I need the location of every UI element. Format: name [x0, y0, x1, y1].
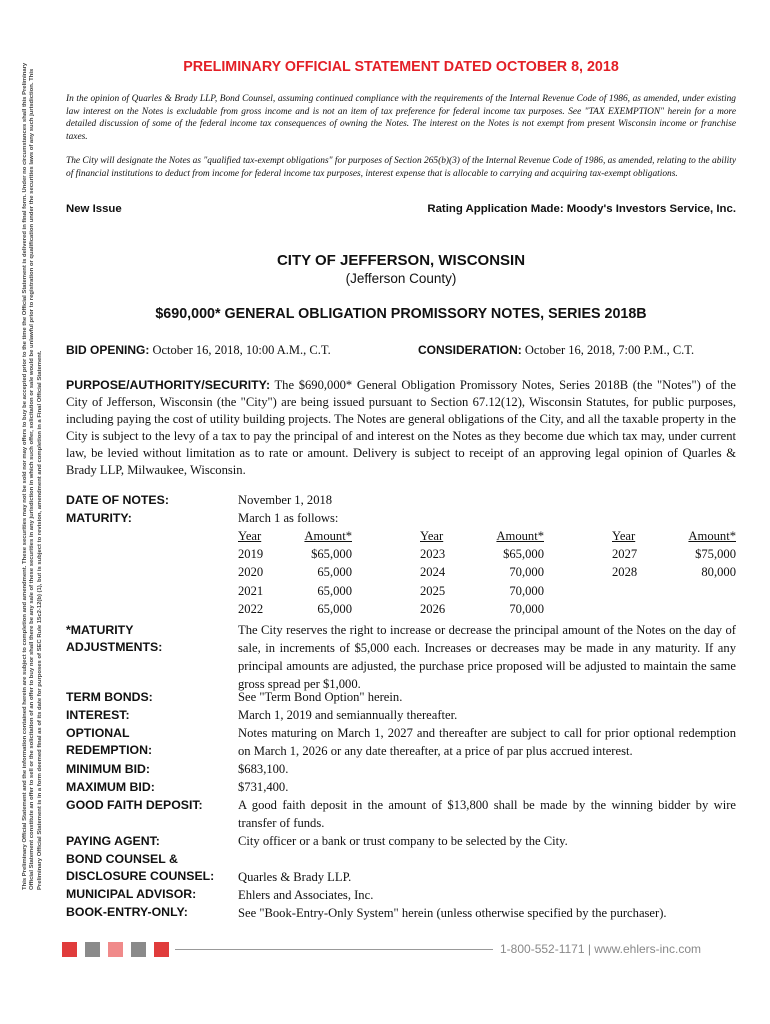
footer-rule — [175, 949, 493, 950]
maturity-amount: 70,000 — [509, 601, 544, 616]
maturity-year: 2027 — [612, 547, 638, 562]
issuer-name: CITY OF JEFFERSON, WISCONSIN — [276, 252, 526, 269]
book-entry-only-label: BOOK-ENTRY-ONLY: — [66, 905, 188, 919]
issuer-county: (Jefferson County) — [345, 271, 457, 286]
municipal-advisor-label: MUNICIPAL ADVISOR: — [66, 887, 197, 901]
maturity-amount: 65,000 — [317, 583, 352, 598]
maturity-label: MATURITY: — [66, 511, 132, 525]
rating-label: Rating Application Made: Moody's Investors Service, Inc. — [427, 203, 736, 215]
bond-counsel-label: BOND COUNSEL & DISCLOSURE COUNSEL: — [66, 852, 215, 884]
maximum-bid-value: $731,400. — [238, 780, 289, 794]
paying-agent-label: PAYING AGENT: — [66, 834, 160, 848]
footer-square-pink — [108, 942, 123, 957]
footer-square-red-1 — [62, 942, 77, 957]
maturity-year: 2026 — [420, 601, 446, 616]
maturity-year: 2021 — [238, 583, 264, 598]
year-header: Year — [612, 529, 636, 543]
side-disclaimer: This Preliminary Official Statement and the information contained herein are subject to completion and amendment. These securities may not be sold nor may offers to buy be accepted prior to the time the Official Statement is delivered in final form. Under no circumstances shall this Preliminary Official Statement constitute an offer to sell or the solicitation of an offer to buy nor shall there be any sale of these securities in any jurisdiction in which such offer, solicitation or sale would be unlawful prior to registration or qualification under the securities laws of any such jurisdiction. This Preliminary Official Statement is in a form deemed final as of its date for purposes of SEC Rule 15c2-12(b) (1), but is subject to revision, amendment and completion in a Final Official Statement. — [22, 62, 43, 890]
interest-label: INTEREST: — [66, 708, 130, 722]
maturity-adjustments-text: The City reserves the right to increase or decrease the principal amount of the Notes on the day of sale, in increments of $5,000 each. Increases or decreases may be made in any maturity. If any principal amounts are adjusted, the purchase price proposed will be adjusted to maintain the same gross spread per $1,000. — [238, 623, 736, 691]
bid-row: BID OPENING: October 16, 2018, 10:00 A.M., C.T. CONSIDERATION: October 16, 2018, 7:00 P.M., C.T. — [66, 343, 695, 357]
optional-redemption-text: Notes maturing on March 1, 2027 and thereafter are subject to call for prior optional redemption on March 1, 2026 or any date thereafter, at a price of par plus accrued interest. — [238, 726, 736, 758]
maturity-amount: 65,000 — [317, 601, 352, 616]
maturity-amount: 80,000 — [701, 565, 736, 580]
optional-redemption-label: OPTIONAL REDEMPTION: — [66, 726, 153, 758]
purpose-text: The $690,000* General Obligation Promissory Notes, Series 2018B (the "Notes") of the City of Jefferson, Wisconsin (the "City") are being issued pursuant to Section 67.12(12), Wisconsin Statutes, for public purposes, including paying the cost of utility building projects. The Notes are general obligations of the City, and all the taxable property in the City is subject to the levy of a tax to pay the principal of and interest on the Notes as they become due which tax may, under current law, be levied without limitation as to rate or amount. Delivery is subject to receipt of an approving legal opinion of Quarles & Brady LLP, Milwaukee, Wisconsin. — [66, 378, 736, 477]
municipal-advisor-text: Ehlers and Associates, Inc. — [238, 888, 374, 902]
good-faith-deposit-text: A good faith deposit in the amount of $13,800 shall be made by the winning bidder by wire transfer of funds. — [238, 798, 736, 830]
maturity-amount: $65,000 — [311, 547, 352, 562]
term-bonds-label: TERM BONDS: — [66, 690, 153, 704]
qualified-obligations-paragraph: The City will designate the Notes as "qualified tax-exempt obligations" for purposes of Section 265(b)(3) of the Internal Revenue Code of 1986, as amended, relating to the ability of financial institutions to deduct from income for federal income tax purposes, interest expense that is allocable to carrying and acquiring tax-exempt obligations. — [66, 156, 736, 179]
good-faith-deposit-label: GOOD FAITH DEPOSIT: — [66, 798, 203, 812]
maturity-amount: 70,000 — [509, 583, 544, 598]
maturity-amount: $65,000 — [503, 547, 544, 562]
maturity-adjustments-label: *MATURITY ADJUSTMENTS: — [66, 623, 163, 655]
amount-header: Amount* — [688, 529, 736, 543]
footer-square-red-2 — [154, 942, 169, 957]
maturity-year: 2023 — [420, 547, 446, 562]
maturity-year: 2022 — [238, 601, 264, 616]
document-title: PRELIMINARY OFFICIAL STATEMENT DATED OCTOBER 8, 2018 — [183, 59, 619, 75]
paying-agent-text: City officer or a bank or trust company to be selected by the City. — [238, 834, 568, 848]
maturity-year: 2019 — [238, 547, 264, 562]
minimum-bid-label: MINIMUM BID: — [66, 762, 151, 776]
maturity-amount: 70,000 — [509, 565, 544, 580]
amount-header: Amount* — [304, 529, 352, 543]
maturity-amount: $75,000 — [695, 547, 736, 562]
tax-opinion-paragraph: In the opinion of Quarles & Brady LLP, Bond Counsel, assuming continued compliance with the requirements of the Internal Revenue Code of 1986, as amended, under existing law interest on the Notes is excludable from gross income and is not an item of tax preference for federal income tax purposes. See "TAX EXEMPTION" herein for a more detailed discussion of some of the federal income tax consequences of owning the Notes. The interest on the Notes is not exempt from present Wisconsin income or franchise taxes. — [66, 94, 736, 142]
year-header: Year — [238, 529, 262, 543]
footer-square-gray-1 — [85, 942, 100, 957]
date-of-notes-value: November 1, 2018 — [238, 493, 333, 507]
maturity-intro: March 1 as follows: — [238, 511, 339, 525]
footer-square-gray-2 — [131, 942, 146, 957]
consideration-value: October 16, 2018, 7:00 P.M., C.T. — [524, 343, 695, 357]
purpose-label: PURPOSE/AUTHORITY/SECURITY: — [66, 378, 271, 392]
new-issue-label: New Issue — [66, 203, 122, 215]
bid-opening-value: October 16, 2018, 10:00 A.M., C.T. — [152, 343, 331, 357]
minimum-bid-value: $683,100. — [238, 762, 289, 776]
date-of-notes-label: DATE OF NOTES: — [66, 493, 169, 507]
bid-opening-label: BID OPENING — [66, 343, 146, 357]
footer-contact: 1-800-552-1171 | www.ehlers-inc.com — [500, 942, 701, 956]
issue-title: $690,000* GENERAL OBLIGATION PROMISSORY NOTES, SERIES 2018B — [155, 306, 647, 322]
book-entry-only-text: See "Book-Entry-Only System" herein (unless otherwise specified by the purchaser). — [238, 906, 667, 920]
maturity-year: 2025 — [420, 583, 446, 598]
bond-counsel-text: Quarles & Brady LLP. — [238, 870, 352, 884]
maturity-year: 2028 — [612, 565, 638, 580]
maturity-year: 2024 — [420, 565, 446, 580]
issue-row — [66, 203, 736, 215]
consideration-label: CONSIDERATION — [418, 343, 518, 357]
term-bonds-text: See "Term Bond Option" herein. — [238, 690, 403, 704]
year-header: Year — [420, 529, 444, 543]
interest-text: March 1, 2019 and semiannually thereafter. — [238, 708, 458, 722]
maturity-year: 2020 — [238, 565, 264, 580]
maximum-bid-label: MAXIMUM BID: — [66, 780, 155, 794]
purpose-paragraph — [66, 377, 736, 479]
amount-header: Amount* — [496, 529, 544, 543]
maturity-amount: 65,000 — [317, 565, 352, 580]
